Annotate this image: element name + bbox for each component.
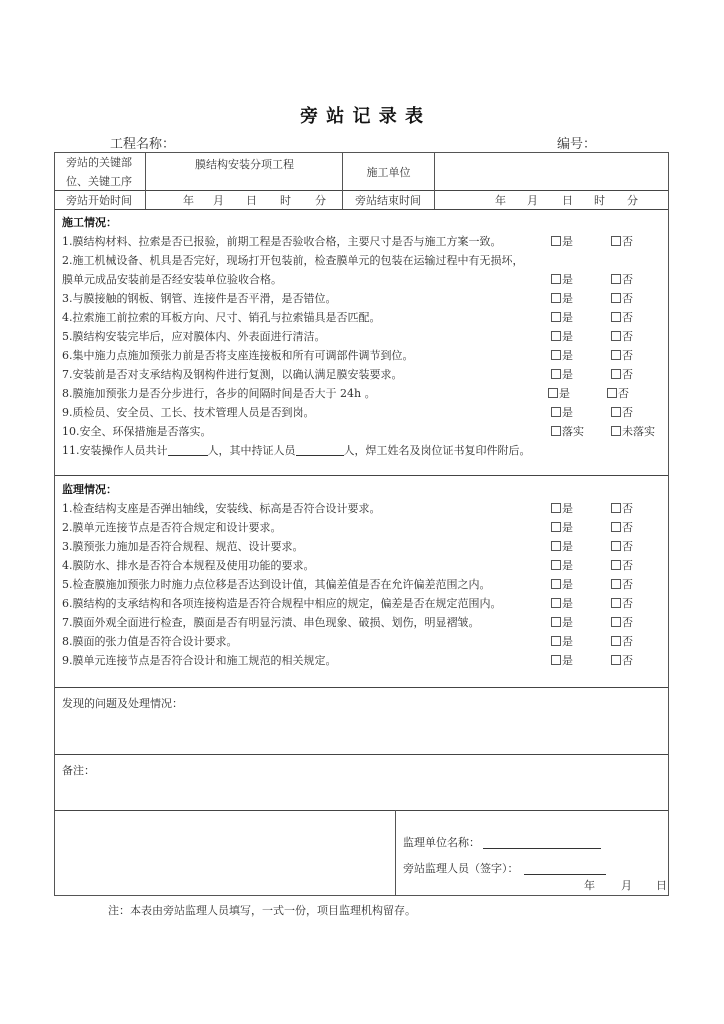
end-time-label: 旁站结束时间 [355,194,421,207]
checkbox-icon[interactable] [551,312,561,322]
option-yes[interactable] [551,575,573,594]
construction-item-10 [55,422,668,441]
option-no[interactable] [611,575,633,594]
option-yes[interactable] [551,270,573,289]
option-no[interactable] [611,289,633,308]
option-label: 否 [622,368,633,381]
option-implemented[interactable] [551,422,584,441]
option-label: 是 [562,521,573,534]
construction-item-3 [55,289,668,308]
checkbox-icon[interactable] [548,388,558,398]
inspector-label: 旁站监理人员（签字）： [403,862,519,875]
checkbox-icon[interactable] [551,503,561,513]
construction-item-5 [55,327,668,346]
supervision-section [55,476,668,687]
option-label: 是 [562,292,573,305]
project-name-field[interactable] [175,138,375,152]
construction-item-4 [55,308,668,327]
option-label: 是 [562,597,573,610]
checkbox-icon[interactable] [611,274,621,284]
checkbox-icon[interactable] [551,617,561,627]
option-yes[interactable] [551,327,573,346]
remarks-textarea[interactable] [62,780,661,808]
item-text: 4.膜防水、排水是否符合本规程及使用功能的要求。 [62,559,315,572]
item-text: 7.安装前是否对支承结构及钢构件进行复测，以确认满足膜安装要求。 [62,368,403,381]
option-yes[interactable] [551,499,573,518]
option-yes[interactable] [551,308,573,327]
supervision-unit-field[interactable] [483,848,601,849]
construction-item-2 [55,251,668,270]
supervision-item-1 [55,499,668,518]
option-no[interactable] [611,632,633,651]
key-part-value[interactable]: 膜结构安装分项工程 [195,158,294,171]
checkbox-icon[interactable] [611,503,621,513]
construction-item-1 [55,232,668,251]
sign-year-unit: 年 [584,879,595,892]
checkbox-icon[interactable] [611,369,621,379]
option-no[interactable] [611,518,633,537]
blank-cell [55,811,395,896]
start-time-label: 旁站开始时间 [66,194,132,207]
findings-label: 发现的问题及处理情况： [62,697,183,710]
item-text: 1.膜结构材料、拉索是否已报验，前期工程是否验收合格，主要尺寸是否与施工方案一致。 [62,235,502,248]
option-label: 是 [562,578,573,591]
checkbox-icon[interactable] [611,560,621,570]
checkbox-icon[interactable] [611,426,621,436]
option-label: 未落实 [622,425,655,438]
item-text: 2.施工机械设备、机具是否完好，现场打开包装前，检查膜单元的包装在运输过程中有无损坏， [62,254,524,267]
option-label: 否 [622,273,633,286]
code-field[interactable] [596,138,656,152]
option-yes[interactable] [551,594,573,613]
checkbox-icon[interactable] [551,541,561,551]
option-label: 否 [622,616,633,629]
checkbox-icon[interactable] [611,331,621,341]
option-no[interactable] [611,327,633,346]
option-no[interactable] [611,613,633,632]
item-text: 8.膜施加预张力是否分步进行，各步的间隔时间是否大于 24h 。 [62,387,376,400]
construction-item-8 [55,384,668,403]
checkbox-icon[interactable] [611,598,621,608]
supervision-item-7 [55,613,668,632]
sign-month-unit: 月 [621,879,632,892]
option-label: 否 [622,654,633,667]
option-label: 是 [562,349,573,362]
remarks-label: 备注： [62,764,95,777]
option-no[interactable] [611,308,633,327]
supervision-item-3 [55,537,668,556]
option-yes[interactable] [551,289,573,308]
option-label: 否 [622,559,633,572]
checkbox-icon[interactable] [551,636,561,646]
checkbox-icon[interactable] [551,522,561,532]
item-text: 5.检查膜施加预张力时施力点位移是否达到设计值，其偏差值是否在允许偏差范围之内。 [62,578,491,591]
option-label: 是 [562,635,573,648]
option-label: 是 [562,235,573,248]
item-text: 膜单元成品安装前是否经安装单位验收合格。 [62,273,282,286]
item-text: 3.与膜接触的钢板、钢管、连接件是否平滑，是否错位。 [62,292,337,305]
certified-workers-input[interactable] [296,443,344,456]
option-label: 否 [622,521,633,534]
option-label: 是 [562,540,573,553]
option-label: 落实 [562,425,584,438]
option-label: 否 [622,578,633,591]
checkbox-icon[interactable] [551,598,561,608]
item-text: 4.拉索施工前拉索的耳板方向、尺寸、销孔与拉索锚具是否匹配。 [62,311,381,324]
checkbox-icon[interactable] [611,636,621,646]
option-label: 否 [618,387,629,400]
project-name-label: 工程名称： [110,137,176,152]
option-yes[interactable] [551,556,573,575]
checkbox-icon[interactable] [611,407,621,417]
construction-item-6 [55,346,668,365]
option-no[interactable] [607,384,629,403]
option-label: 否 [622,292,633,305]
supervision-item-4 [55,556,668,575]
option-label: 否 [622,330,633,343]
start-minute-unit: 分 [315,194,326,207]
item-text: 6.集中施力点施加预张力前是否将支座连接板和所有可调部件调节到位。 [62,349,414,362]
option-yes[interactable] [551,537,573,556]
key-part-label-line1: 旁站的关键部 [66,156,132,169]
remarks-section [55,755,668,810]
start-day-unit: 日 [246,194,257,207]
supervision-item-5 [55,575,668,594]
start-year-unit: 年 [183,194,194,207]
sign-day-unit: 日 [656,879,667,892]
checkbox-icon[interactable] [611,617,621,627]
checkbox-icon[interactable] [551,274,561,284]
option-label: 否 [622,349,633,362]
checkbox-icon[interactable] [551,236,561,246]
footer-note: 注：本表由旁站监理人员填写，一式一份，项目监理机构留存。 [108,904,416,917]
checkbox-icon[interactable] [551,350,561,360]
option-label: 是 [562,502,573,515]
supervision-item-2 [55,518,668,537]
end-month-unit: 月 [527,194,538,207]
option-no[interactable] [611,232,633,251]
item-text: 10.安全、环保措施是否落实。 [62,425,212,438]
checkbox-icon[interactable] [611,655,621,665]
supervision-unit-label: 监理单位名称： [403,836,480,849]
item-text: 5.膜结构安装完毕后，应对膜体内、外表面进行清洁。 [62,330,326,343]
option-label: 否 [622,540,633,553]
option-yes[interactable] [551,518,573,537]
checkbox-icon[interactable] [611,579,621,589]
option-not-implemented[interactable] [611,422,655,441]
code-row [557,137,656,153]
end-hour-unit: 时 [594,194,605,207]
checkbox-icon[interactable] [607,388,617,398]
item-text: 3.膜预张力施加是否符合规程、规范、设计要求。 [62,540,304,553]
inspector-signature-field[interactable] [524,874,606,875]
option-yes[interactable] [551,403,573,422]
checkbox-icon[interactable] [611,293,621,303]
page-title: 旁 站 记 录 表 [299,106,425,127]
item-text: 9.质检员、安全员、工长、技术管理人员是否到岗。 [62,406,315,419]
checkbox-icon[interactable] [551,560,561,570]
option-label: 是 [562,273,573,286]
project-name-row [110,137,375,153]
divider [145,153,146,209]
checkbox-icon[interactable] [551,579,561,589]
key-part-label-line2: 位、关键工序 [66,175,132,188]
end-year-unit: 年 [495,194,506,207]
option-label: 是 [562,654,573,667]
checkbox-icon[interactable] [551,331,561,341]
checkbox-icon[interactable] [551,407,561,417]
item-text: 6.膜结构的支承结构和各项连接构造是否符合规程中相应的规定，偏差是否在规定范围内。 [62,597,502,610]
option-label: 是 [562,616,573,629]
option-label: 否 [622,311,633,324]
option-no[interactable] [611,651,633,670]
record-table [54,152,669,896]
checkbox-icon[interactable] [611,350,621,360]
start-hour-unit: 时 [280,194,291,207]
total-workers-input[interactable] [168,443,208,456]
option-yes[interactable] [548,384,570,403]
option-yes[interactable] [551,651,573,670]
option-no[interactable] [611,556,633,575]
checkbox-icon[interactable] [611,236,621,246]
supervision-item-9 [55,651,668,670]
construction-item-7 [55,365,668,384]
option-no[interactable] [611,403,633,422]
checkbox-icon[interactable] [611,522,621,532]
option-no[interactable] [611,499,633,518]
code-label: 编号： [557,137,597,152]
option-yes[interactable] [551,365,573,384]
construction-section [55,210,668,475]
construction-item-11 [55,441,668,460]
contractor-label: 施工单位 [366,166,411,179]
option-no[interactable] [611,365,633,384]
option-no[interactable] [611,537,633,556]
option-label: 是 [562,368,573,381]
supervision-item-8 [55,632,668,651]
end-minute-unit: 分 [627,194,638,207]
option-label: 是 [559,387,570,400]
start-month-unit: 月 [213,194,224,207]
checkbox-icon[interactable] [551,293,561,303]
checkbox-icon[interactable] [551,369,561,379]
option-yes[interactable] [551,346,573,365]
item-text: 2.膜单元连接节点是否符合规定和设计要求。 [62,521,282,534]
option-no[interactable] [611,594,633,613]
option-yes[interactable] [551,613,573,632]
supervision-title: 监理情况： [62,483,117,496]
item-text: 1.检查结构支座是否弹出轴线，安装线、标高是否符合设计要求。 [62,502,381,515]
construction-item-9 [55,403,668,422]
option-label: 否 [622,635,633,648]
option-label: 是 [562,406,573,419]
item-text: 7.膜面外观全面进行检查，膜面是否有明显污渍、串色现象、破损、划伤，明显褶皱。 [62,616,480,629]
item-text: 8.膜面的张力值是否符合设计要求。 [62,635,238,648]
divider [434,153,435,209]
option-no[interactable] [611,270,633,289]
option-label: 是 [562,559,573,572]
item-text: 9.膜单元连接节点是否符合设计和施工规范的相关规定。 [62,654,337,667]
findings-textarea[interactable] [62,713,661,751]
item-text: 11.安装操作人员共计 [62,444,168,457]
item-text: 人，焊工姓名及岗位证书复印件附后。 [343,444,531,457]
construction-title: 施工情况： [62,216,117,229]
checkbox-icon[interactable] [551,426,561,436]
option-label: 是 [562,311,573,324]
supervision-item-6 [55,594,668,613]
option-label: 否 [622,597,633,610]
construction-item-2-continued [55,270,668,289]
option-label: 否 [622,502,633,515]
signature-section [55,811,668,896]
item-text: 人，其中持证人员 [207,444,296,457]
option-yes[interactable] [551,632,573,651]
end-day-unit: 日 [562,194,573,207]
option-yes[interactable] [551,232,573,251]
contractor-field[interactable] [437,163,665,182]
option-label: 否 [622,235,633,248]
option-no[interactable] [611,346,633,365]
checkbox-icon[interactable] [551,655,561,665]
checkbox-icon[interactable] [611,312,621,322]
checkbox-icon[interactable] [611,541,621,551]
option-label: 否 [622,406,633,419]
option-label: 是 [562,330,573,343]
findings-section [55,688,668,754]
